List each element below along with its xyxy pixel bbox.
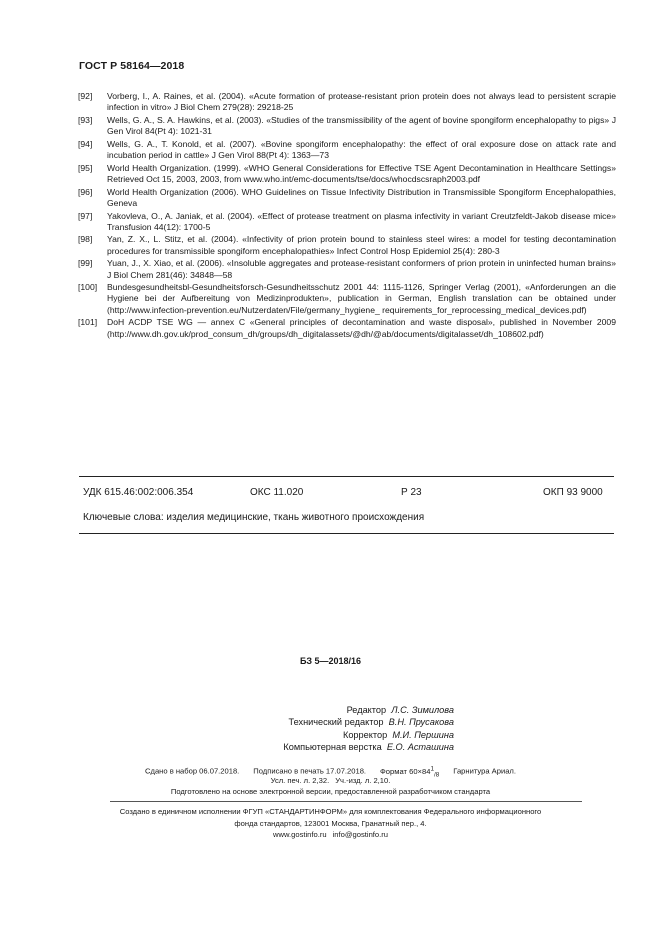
staff-row — [200, 704, 454, 716]
staff-row — [200, 729, 454, 741]
publisher-line-1: Создано в единичном исполнении ФГУП «СТАНДАРТИНФОРМ» для комплектования Федерального информационного — [119, 807, 542, 816]
edition-sheets: Уч.-изд. л. 2,10. — [335, 776, 391, 785]
reference-item — [78, 163, 616, 185]
staff-name: Л.С. Зимилова — [391, 705, 454, 715]
reference-item — [78, 258, 616, 280]
reference-text: Yuan, J., X. Xiao, et al. (2006). «Insoluble aggregates and protease-resistant conformers of prion protein in uninfected human brains» J Biol Chem 281(46): 34848—58 — [107, 258, 616, 280]
reference-item — [78, 187, 616, 209]
okp-code: ОКП 93 9000 — [543, 487, 603, 498]
reference-item — [78, 91, 616, 113]
staff-role: Компьютерная верстка — [283, 742, 382, 753]
reference-text: Yakovleva, O., A. Janiak, et al. (2004). «Effect of protease treatment on plasma infectivity in variant Creutzfeldt-Jakob disease mice» Transfusion 44(12): 1700-5 — [107, 210, 616, 232]
reference-item — [78, 139, 616, 161]
reference-number: [96] — [78, 186, 93, 197]
reference-number: [92] — [78, 91, 93, 101]
editorial-staff — [200, 704, 454, 754]
staff-row — [200, 741, 454, 753]
imprint-divider — [110, 801, 582, 802]
staff-name: В.Н. Прусакова — [388, 717, 454, 728]
reference-number: [100] — [78, 282, 98, 293]
staff-role: Корректор — [342, 729, 388, 740]
staff-name: М.И. Першина — [392, 729, 454, 740]
staff-role: Технический редактор — [288, 717, 384, 728]
reference-number: [101] — [78, 317, 98, 328]
bottom-divider — [79, 533, 614, 534]
top-divider — [79, 476, 614, 477]
reference-number: [97] — [78, 210, 93, 221]
email-link[interactable]: info@gostinfo.ru — [332, 830, 389, 839]
reference-text: DoH ACDP TSE WG — annex C «General principles of decontamination and waste disposal», published in November 2009 (http://www.dh.gov.uk/prod_consum_dh/groups/dh_digitalassets/@dh/@ab/documents/digitalasset/dh_108602.pdf) — [107, 317, 616, 339]
reference-text: Wells, G. A., T. Konold, et al. (2007). «Bovine spongiform encephalopathy: the effect of oral exposure dose on attack rate and incubation period in cattle» J Gen Virol 88(Pt 4): 1363—73 — [107, 138, 616, 161]
website-link[interactable]: www.gostinfo.ru — [272, 830, 327, 839]
signed-date: Подписано в печать 17.07.2018. — [253, 766, 367, 776]
keywords-line: Ключевые слова: изделия медицинские, ткань животного происхождения — [83, 512, 425, 523]
reference-item — [78, 234, 616, 256]
staff-row — [200, 716, 454, 728]
reference-text: Yan, Z. X., L. Stitz, et al. (2004). «Infectivity of prion protein bound to stainless steel wires: a model for testing decontamination procedures for transmissible spongiform encephalopathies» Infect Control Hosp Epidemiol 25(4): 280-3 — [107, 234, 616, 256]
reference-item — [78, 282, 616, 316]
reference-item — [78, 317, 616, 339]
reference-text: World Health Organization. (1999). «WHO General Considerations for Effective TSE Agent Decontamination in Healthcare Settings» Retrieved Oct 15, 2003, 2003, from www.who.int/emc-documents/tse/docs/whocdscsraph2003.pdf — [107, 162, 616, 184]
paper-format: Формат $60\times 84^1_{/8}$ — [380, 765, 440, 779]
reference-text: Bundesgesundheitsbl-Gesundheitsforsch-Gesundheitsschutz 2001 44: 1115-1126, Springer Verlag (2001), «Anforderungen an die Hygiene bei der Aufbereitung von Medizinprodukten», publication in German, English translation can be obtained under (http://www.infection-prevention.eu/Nutzerdaten/File/germany_hygiene_ requirements_for_reprocessing_medical_devices.pdf) — [107, 282, 616, 315]
reference-item — [78, 115, 616, 137]
reference-number: [93] — [78, 114, 93, 125]
typeface: Гарнитура Ариал. — [453, 766, 516, 776]
r-code: Р 23 — [401, 487, 422, 498]
prepared-note: Подготовлено на основе электронной версии, предоставленной разработчиком стандарта — [170, 787, 491, 796]
reference-item — [78, 211, 616, 233]
publisher-contacts — [0, 829, 661, 840]
reference-text: World Health Organization (2006). WHO Guidelines on Tissue Infectivity Distribution in Transmissible Spongiform Encephalopathies, Geneva — [107, 186, 616, 208]
bz-number: БЗ 5—2018/16 — [299, 656, 362, 666]
reference-number: [99] — [78, 258, 93, 269]
publisher-line-2: фонда стандартов, 123001 Москва, Гранатный пер., 4. — [234, 819, 427, 828]
staff-role: Редактор — [346, 705, 387, 715]
imprint-line-2 — [0, 775, 661, 786]
staff-name: Е.О. Асташина — [386, 742, 454, 753]
reference-list — [78, 91, 616, 341]
oks-code: ОКС 11.020 — [250, 487, 304, 498]
submitted-date: Сдано в набор 06.07.2018. — [145, 766, 240, 776]
document-code-header: ГОСТ Р 58164—2018 — [79, 60, 185, 72]
reference-text: Vorberg, I., A. Raines, et al. (2004). «Acute formation of protease-resistant prion protein does not always lead to persistent scrapie infection in vitro» J Biol Chem 279(28): 29218-25 — [107, 91, 616, 113]
reference-number: [95] — [78, 162, 93, 173]
reference-number: [94] — [78, 138, 93, 149]
print-sheets: Усл. печ. л. 2,32. — [270, 776, 330, 785]
reference-number: [98] — [78, 234, 93, 245]
udk-code: УДК 615.46:002:006.354 — [83, 487, 194, 498]
reference-text: Wells, G. A., S. A. Hawkins, et al. (2003). «Studies of the transmissibility of the agent of bovine spongiform encephalopathy to pigs» J Gen Virol 84(Pt 4): 1021-31 — [107, 114, 616, 137]
